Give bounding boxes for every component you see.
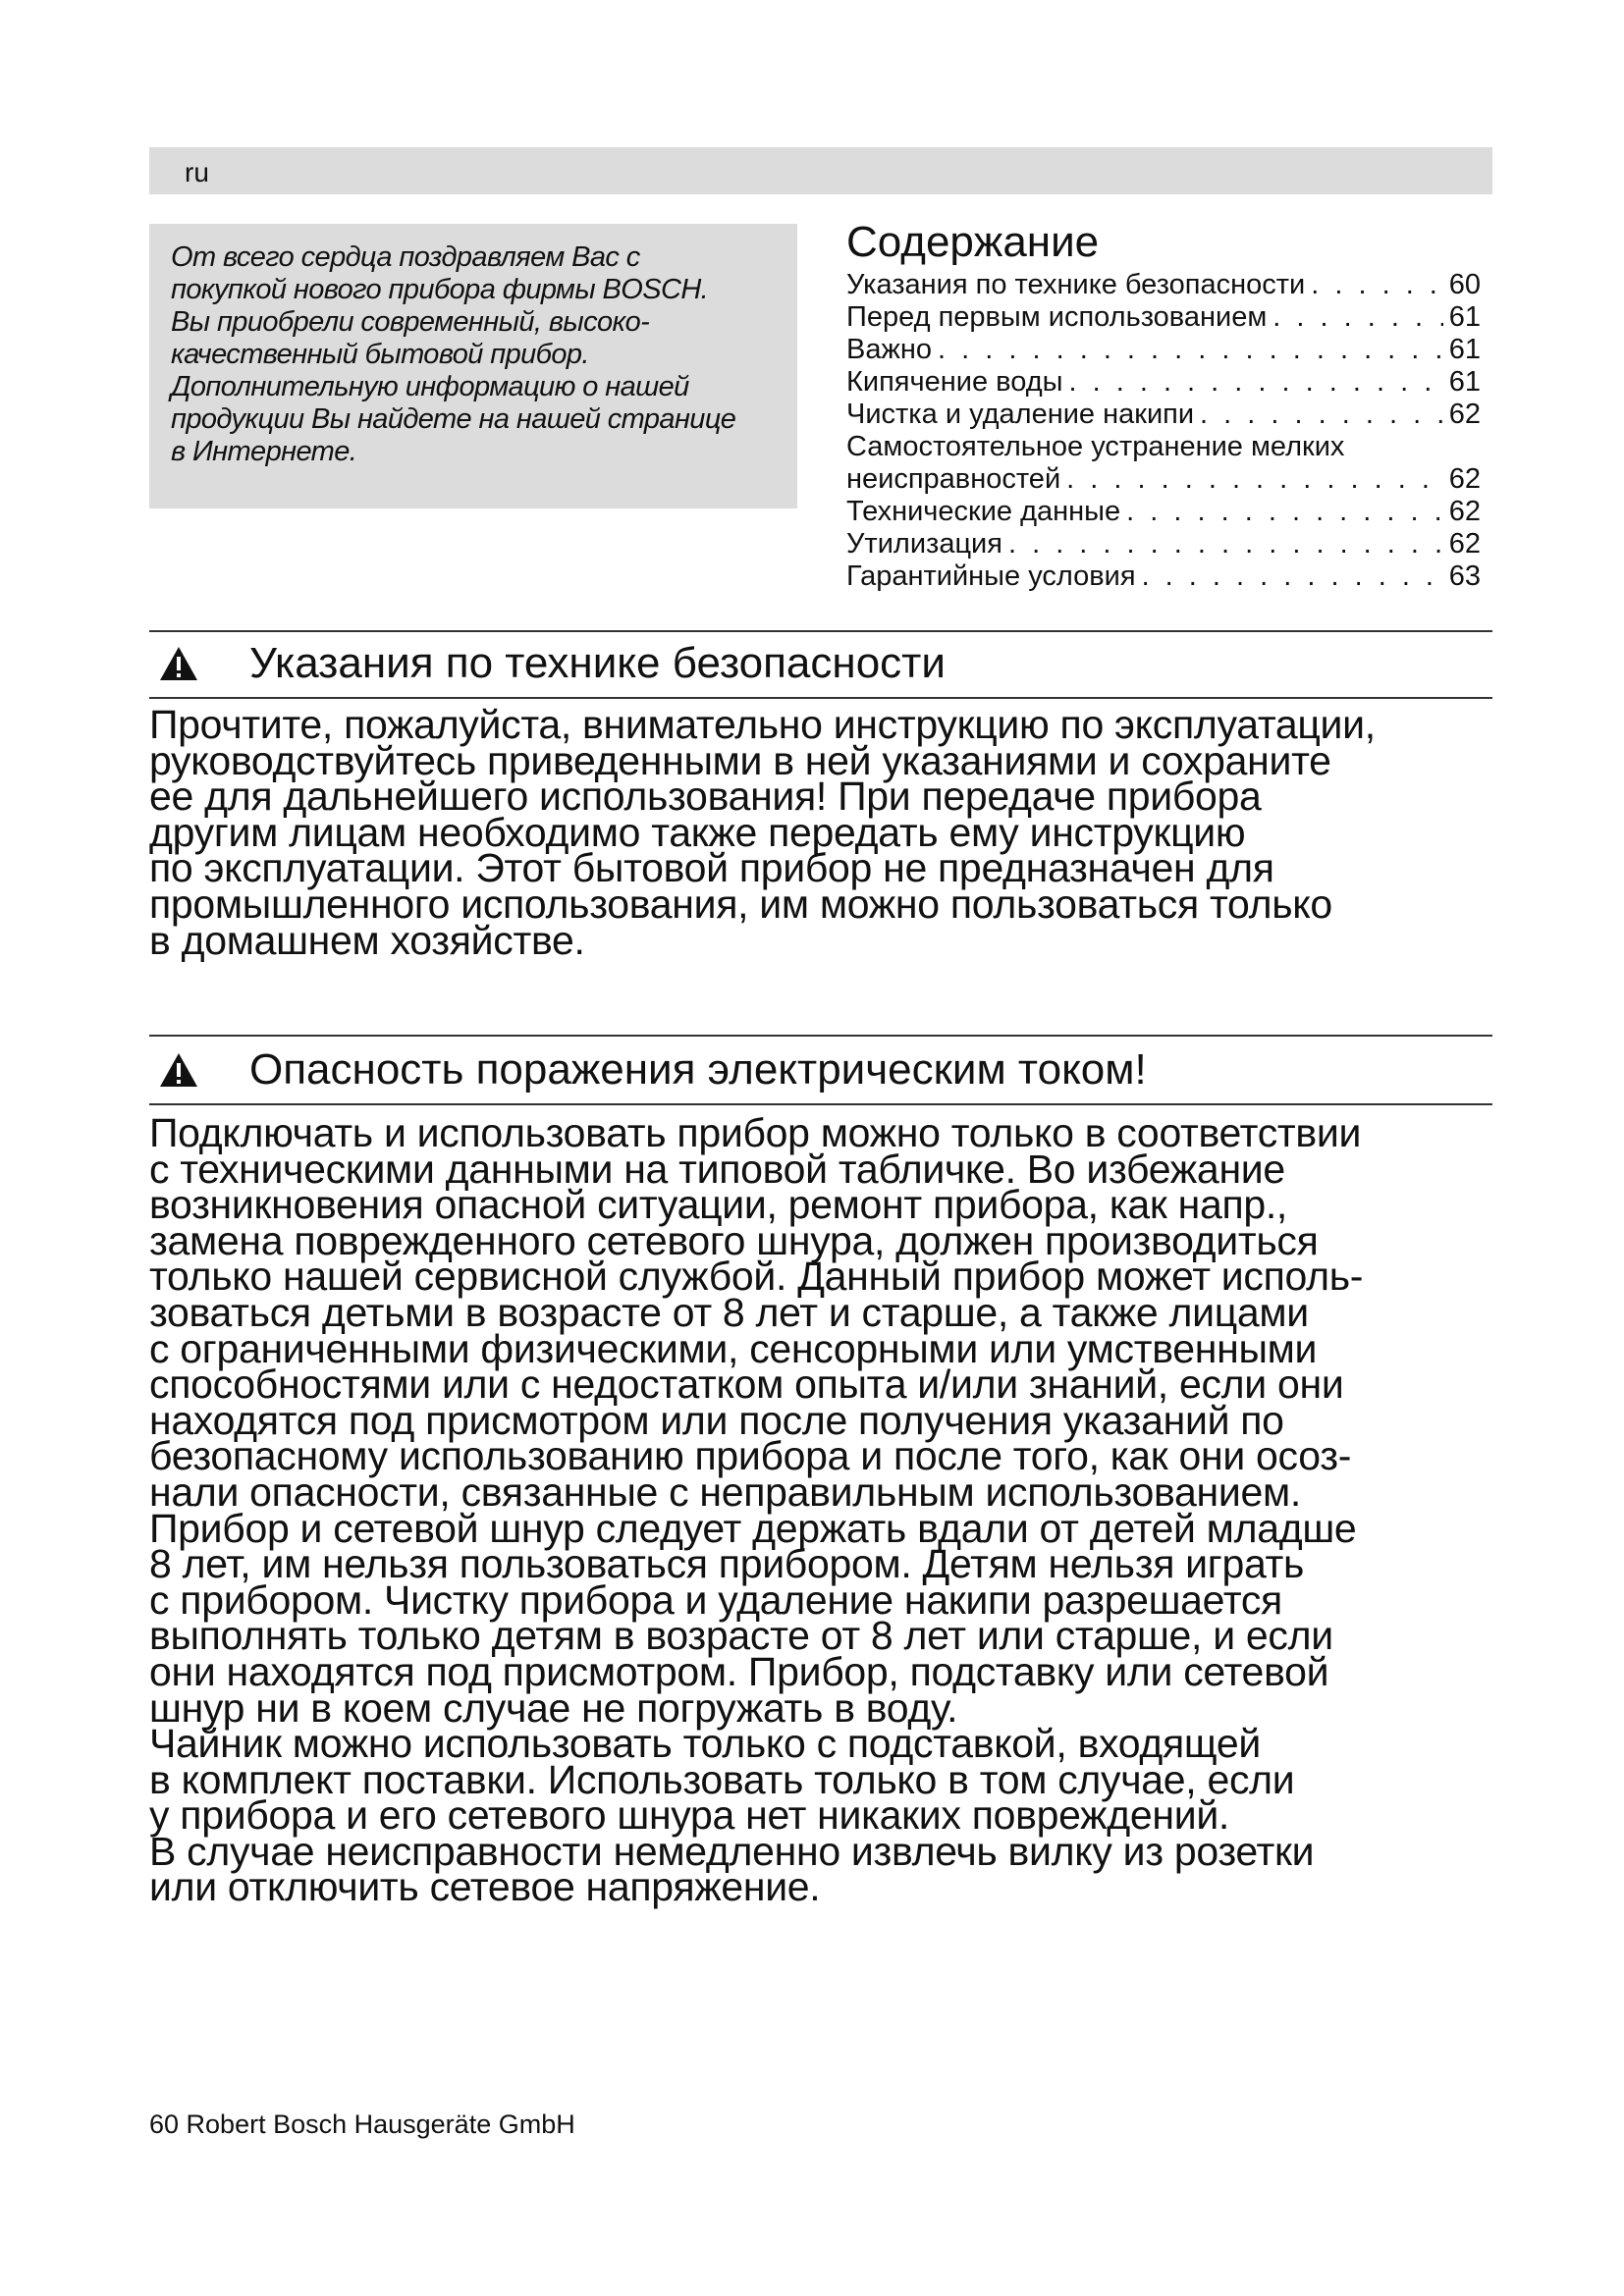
intro-line: покупкой нового прибора фирмы BOSCH. (171, 274, 709, 305)
intro-line: качественный бытовой прибор. (171, 339, 589, 370)
section-title: Указания по технике безопасности (249, 639, 946, 687)
text-line: у прибора и его сетевого шнура нет никаких повреждений. (149, 1792, 1230, 1839)
toc-title: Содержание (846, 218, 1100, 266)
text-line: зоваться детьми в возрасте от 8 лет и старше, а также лицами (149, 1289, 1309, 1335)
warning-triangle-icon (159, 646, 198, 681)
section-divider (149, 1035, 1492, 1037)
toc-dot-leader (1126, 496, 1443, 528)
toc-entry-page: 62 (1448, 528, 1481, 560)
text-line: в комплект поставки. Использовать только в том случае, если (149, 1756, 1295, 1802)
toc-entry[interactable] (846, 561, 1481, 593)
text-line: шнур ни в коем случае не погружать в воду. (149, 1684, 958, 1731)
intro-line: Вы приобрели современный, высоко- (171, 306, 650, 338)
toc-entry-page: 60 (1448, 269, 1481, 300)
intro-line: От всего сердца поздравляем Вас с (171, 241, 640, 273)
text-line: по эксплуатации. Этот бытовой прибор не предназначен для (149, 845, 1274, 891)
toc-entry[interactable] (846, 431, 1481, 463)
text-line: с техническими данными на типовой табличке. Во избежание (149, 1146, 1285, 1192)
toc-entry-page: 62 (1448, 463, 1481, 495)
toc-dot-leader (1066, 463, 1443, 496)
toc-entry-label: Важно (846, 334, 933, 365)
text-line: выполнять только детям в возрасте от 8 лет или старше, и если (149, 1613, 1333, 1659)
text-line: В случае неисправности немедленно извлечь вилку из розетки (149, 1828, 1315, 1874)
intro-box (149, 224, 797, 508)
toc-dot-leader (1200, 399, 1443, 431)
toc-entry-label: Кипячение воды (846, 366, 1063, 398)
text-line: руководствуйтесь приведенными в ней указаниями и сохраните (149, 737, 1331, 783)
toc-entry[interactable] (846, 366, 1481, 399)
text-line: с ограниченными физическими, сенсорными или умственными (149, 1325, 1318, 1371)
toc-entry[interactable] (846, 528, 1481, 561)
text-line: 8 лет, им нельзя пользоваться прибором. Детям нельзя играть (149, 1541, 1305, 1587)
toc-entry-label: Чистка и удаление накипи (846, 399, 1195, 430)
text-line: способностями или с недостатком опыта и/или знаний, если они (149, 1362, 1344, 1408)
toc-entry-label: неисправностей (846, 463, 1061, 495)
text-line: в домашнем хозяйстве. (149, 917, 585, 963)
toc-entry-page: 62 (1448, 399, 1481, 430)
section-title: Опасность поражения электрическим током! (249, 1045, 1147, 1094)
text-line: находятся под присмотром или после получения указаний по (149, 1397, 1284, 1443)
toc-dot-leader (938, 334, 1443, 366)
toc-entry[interactable] (846, 463, 1481, 496)
table-of-contents (846, 218, 1481, 593)
section-divider (149, 630, 1492, 632)
toc-entry[interactable] (846, 301, 1481, 334)
intro-text (171, 241, 789, 468)
section-divider (149, 1103, 1492, 1105)
text-line: только нашей сервисной службой. Данный прибор может исполь- (149, 1254, 1364, 1300)
toc-entry-label: Технические данные (846, 496, 1121, 527)
text-line: они находятся под присмотром. Прибор, подставку или сетевой (149, 1648, 1329, 1694)
text-line: другим лицам необходимо также передать ему инструкцию (149, 809, 1246, 855)
toc-dot-leader (1272, 301, 1442, 334)
toc-dot-leader (1311, 269, 1443, 301)
toc-dot-leader (1068, 366, 1442, 399)
text-line: замена поврежденного сетевого шнура, должен производиться (149, 1217, 1319, 1263)
text-line: Чайник можно использовать только с подставкой, входящей (149, 1721, 1262, 1767)
toc-entry-label: Утилизация (846, 528, 1002, 560)
toc-entry[interactable] (846, 269, 1481, 301)
text-line: Прочтите, пожалуйста, внимательно инструкцию по эксплуатации, (149, 702, 1376, 747)
toc-entry-label: Указания по технике безопасности (846, 269, 1306, 300)
toc-entry[interactable] (846, 399, 1481, 431)
text-line: промышленного использования, им можно пользоваться только (149, 881, 1332, 927)
text-line: безопасному использованию прибора и после того, как они осоз- (149, 1433, 1352, 1479)
electric-heading (149, 1042, 1492, 1097)
toc-entry-page: 61 (1448, 366, 1481, 398)
language-label: ru (185, 157, 209, 187)
text-line: возникновения опасной ситуации, ремонт прибора, как напр., (149, 1182, 1288, 1228)
text-line: с прибором. Чистку прибора и удаление накипи разрешается (149, 1576, 1282, 1623)
page-footer: 60 Robert Bosch Hausgeräte GmbH (149, 2109, 575, 2139)
text-line: нали опасности, связанные с неправильным использованием. (149, 1468, 1301, 1515)
toc-entry-page: 61 (1448, 334, 1481, 365)
intro-line: в Интернете. (171, 436, 357, 467)
language-bar (149, 147, 1492, 194)
toc-entry-page: 63 (1448, 561, 1481, 592)
toc-entry-label: Гарантийные условия (846, 561, 1136, 592)
toc-entry-label: Самостоятельное устранение мелких (846, 431, 1345, 462)
text-line: или отключить сетевое напряжение. (149, 1864, 821, 1910)
toc-entry[interactable] (846, 496, 1481, 528)
electric-paragraph (149, 1110, 1504, 1910)
intro-line: продукции Вы найдете на нашей странице (171, 403, 736, 435)
toc-entry-label: Перед первым использованием (846, 301, 1268, 333)
safety-heading (149, 636, 1492, 691)
toc-entry-page: 61 (1448, 301, 1481, 333)
safety-paragraph (149, 702, 1504, 963)
section-divider (149, 697, 1492, 699)
toc-entry[interactable] (846, 334, 1481, 366)
warning-triangle-icon (159, 1052, 198, 1088)
text-line: Прибор и сетевой шнур следует держать вдали от детей младше (149, 1505, 1357, 1551)
text-line: ее для дальнейшего использования! При передаче прибора (149, 774, 1262, 820)
toc-entry-page: 62 (1448, 496, 1481, 527)
toc-dot-leader (1142, 561, 1443, 593)
intro-line: Дополнительную информацию о нашей (171, 371, 689, 402)
text-line: Подключать и использовать прибор можно только в соответствии (149, 1110, 1362, 1155)
toc-dot-leader (1008, 528, 1443, 561)
